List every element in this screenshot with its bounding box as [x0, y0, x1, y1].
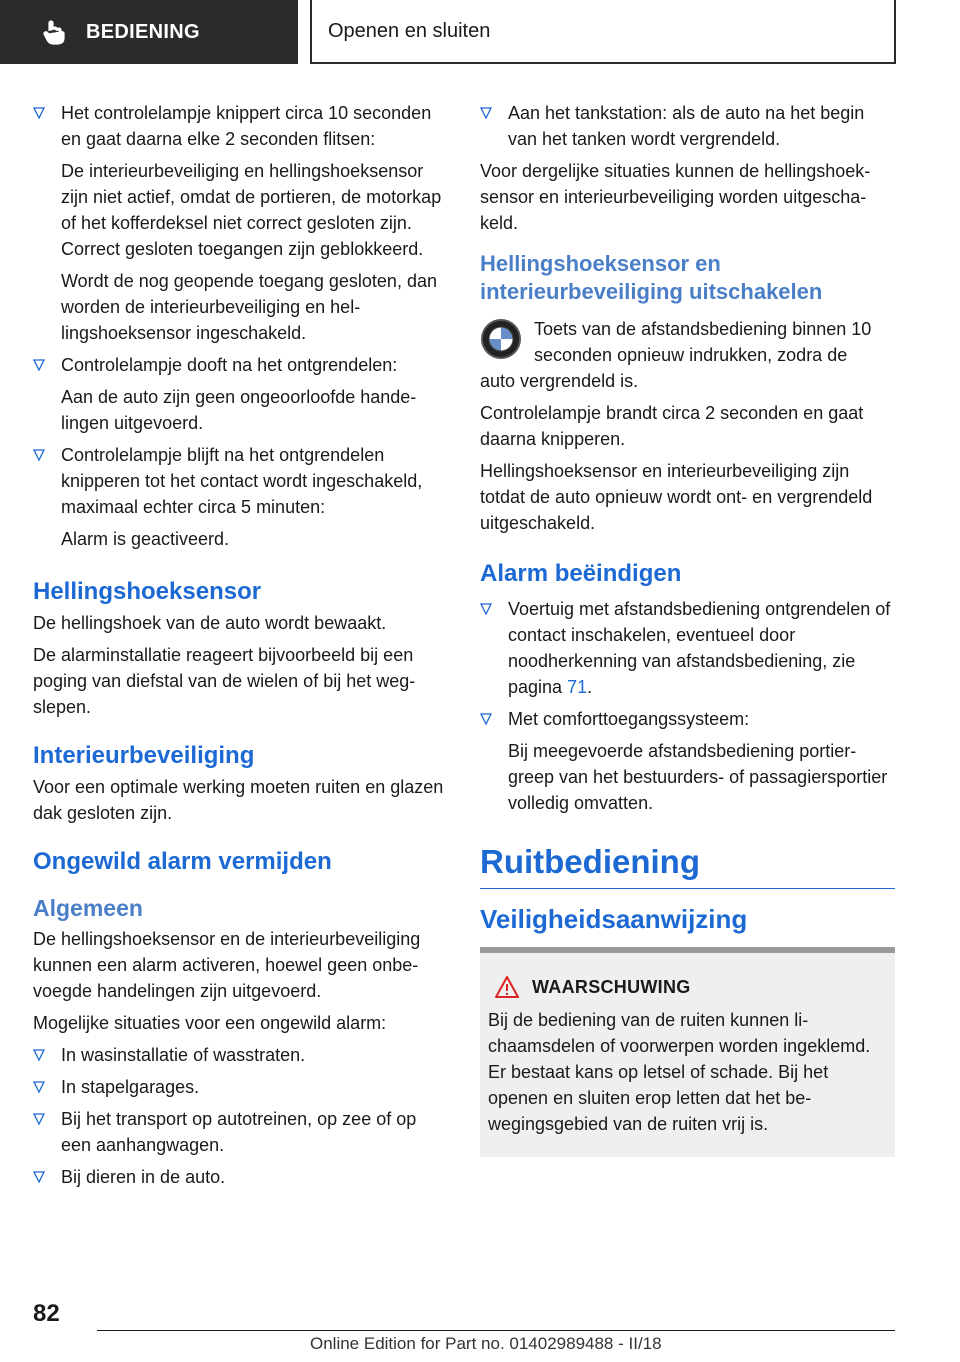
heading-hellingshoeksensor: Hellingshoeksensor [33, 578, 262, 605]
list-item: In wasinstallatie of wasstraten. [33, 1042, 447, 1068]
paragraph: Hellingshoeksensor en interieurbeveiliging zijn totdat de auto opnieuw wordt ont- en vergrendeld uitgeschakeld. [480, 461, 873, 533]
warning-box [480, 947, 895, 1157]
paragraph: De hellingshoek van de auto wordt bewaakt. [33, 613, 387, 633]
footer-divider [97, 1330, 895, 1331]
chapter-tab [310, 0, 896, 64]
paragraph: Controlelampje brandt circa 2 seconden en gaat daarna knipperen. [480, 403, 864, 449]
list-item: Controlelampje dooft na het ontgrendelen: [33, 352, 447, 378]
section-tab [0, 0, 298, 64]
paragraph: Voor een optimale werking moeten ruiten en glazen dak gesloten zijn. [33, 777, 444, 823]
heading-interieurbeveiliging: Interieurbeveiliging [33, 742, 255, 769]
warning-header [488, 975, 887, 999]
right-column [480, 100, 895, 1157]
paragraph: De hellingshoeksensor en de interieurbeveiliging kunnen een alarm activeren, hoewel geen onbevoegde handelingen zijn uitgevoerd. [33, 929, 421, 1001]
page-link[interactable]: 71 [567, 677, 588, 697]
list-item-detail: Alarm is geactiveerd. [61, 529, 230, 549]
triangle-bullet-icon [33, 359, 45, 371]
list-item: Controlelampje blijft na het ontgrendelen knipperen tot het contact wordt ingeschakeld, maximaal echter circa 5 minuten: [33, 442, 447, 520]
triangle-bullet-icon [33, 1049, 45, 1061]
heading-ongewild-alarm: Ongewild alarm vermijden [33, 848, 332, 875]
footer-edition: Online Edition for Part no. 01402989488 - II/18 [310, 1334, 662, 1353]
list-item-detail: De interieurbeveiliging en hellingshoeksensor zijn niet actief, omdat de portieren, de motorkap of het kofferdeksel niet correct gesloten zijn. Correct gesloten toegangen zijn geblokkeerd. [61, 161, 442, 259]
triangle-bullet-icon [33, 1113, 45, 1125]
list-item: Het controlelampje knippert circa 10 seconden en gaat daarna elke 2 seconden flitsen: [33, 100, 447, 152]
heading-veiligheidsaanwijzing: Veiligheidsaanwijzing [480, 904, 748, 934]
chapter-title: Openen en sluiten [328, 19, 491, 42]
list-item: Aan het tankstation: als de auto na het begin van het tanken wordt vergrendeld. [480, 100, 895, 152]
paragraph: auto vergrendeld is. [480, 371, 639, 391]
list-item: Voertuig met afstandsbediening ontgrendelen of contact inschakelen, eventueel door noodherkenning van afstandsbediening, zie pagina 71. [480, 596, 895, 700]
heading-ruitbediening: Ruitbediening [480, 842, 895, 889]
paragraph: De alarminstallatie reageert bijvoorbeeld bij een poging van diefstal van de wielen of bij het wegslepen. [33, 645, 416, 717]
page-number: 82 [33, 1300, 60, 1327]
triangle-bullet-icon [33, 107, 45, 119]
list-item: Bij het transport op autotreinen, op zee of op een aanhangwagen. [33, 1106, 447, 1158]
heading-uitschakelen: Hellingshoeksensor en interieurbeveiliging uitschakelen [480, 251, 823, 304]
triangle-bullet-icon [33, 1081, 45, 1093]
list-item-detail: Bij meegevoerde afstandsbediening portiergreep van het bestuurders- of passagiersportier volledig omvatten. [508, 741, 888, 813]
triangle-bullet-icon [33, 1171, 45, 1183]
triangle-bullet-icon [480, 107, 492, 119]
list-item: In stapelgarages. [33, 1074, 447, 1100]
paragraph: Voor dergelijke situaties kunnen de hellingshoeksensor en interieurbeveiliging worden uitgeschakeld. [480, 161, 871, 233]
warning-triangle-icon [494, 975, 520, 999]
triangle-bullet-icon [33, 449, 45, 461]
heading-algemeen: Algemeen [33, 895, 143, 921]
section-title: BEDIENING [86, 20, 200, 43]
paragraph: Mogelijke situaties voor een ongewild alarm: [33, 1013, 387, 1033]
list-item: Met comforttoegangssysteem: [480, 706, 895, 732]
list-item: Bij dieren in de auto. [33, 1164, 447, 1190]
bmw-logo-icon [480, 318, 522, 360]
list-item-detail: Aan de auto zijn geen ongeoorloofde handelingen uitgevoerd. [61, 387, 417, 433]
triangle-bullet-icon [480, 603, 492, 615]
heading-alarm-beeindigen: Alarm beëindigen [480, 560, 682, 587]
warning-text: Bij de bediening van de ruiten kunnen lichaamsdelen of voorwerpen worden ingeklemd. Er bestaat kans op letsel of schade. Bij het openen en sluiten erop letten dat het bewegingsgebied van de ruiten vrij is. [488, 1010, 871, 1134]
list-item-detail: Wordt de nog geopende toegang gesloten, dan worden de interieurbeveiliging en hellingshoeksensor ingeschakeld. [61, 271, 437, 343]
triangle-bullet-icon [480, 713, 492, 725]
remote-key-instruction: Toets van de afstandsbediening binnen 10 seconden opnieuw indrukken, zodra de [480, 316, 895, 368]
hand-pointer-icon [40, 18, 68, 46]
warning-title: WAARSCHUWING [532, 976, 691, 997]
left-column [33, 100, 447, 1196]
